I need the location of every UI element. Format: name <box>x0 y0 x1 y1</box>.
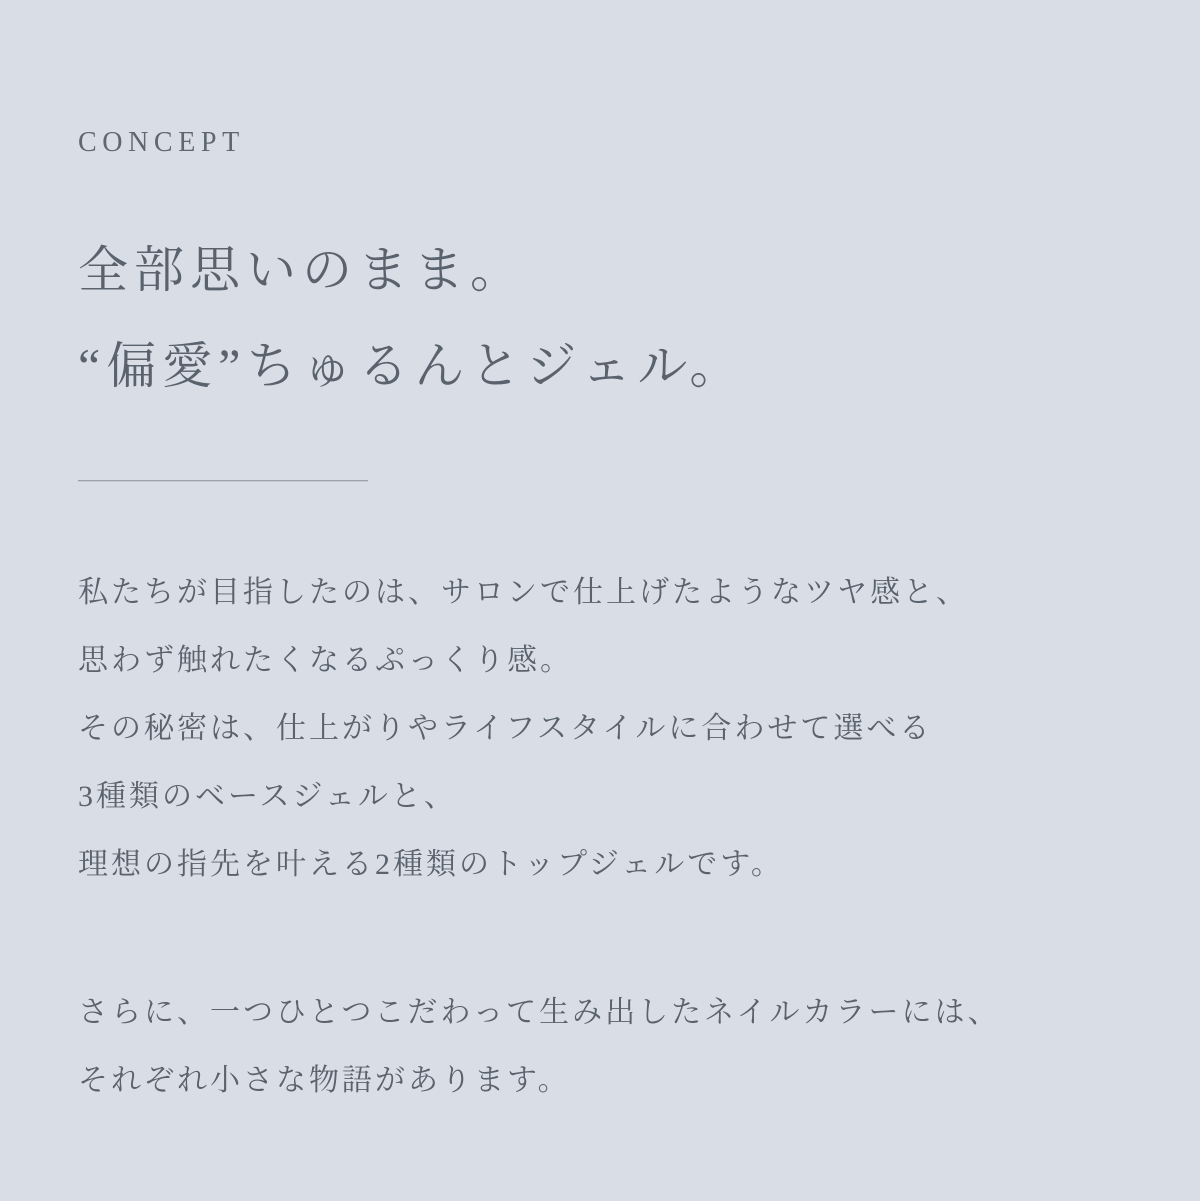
paragraph-line: その秘密は、仕上がりやライフスタイルに合わせて選べる <box>78 712 933 745</box>
concept-section <box>0 124 1200 1201</box>
heading-line-2: “偏愛”ちゅるんとジェル。 <box>78 338 746 394</box>
section-eyebrow-label: CONCEPT <box>78 127 245 158</box>
paragraph-line: 理想の指先を叶える2種類のトップジェルです。 <box>78 848 784 881</box>
concept-paragraph-1 <box>78 559 1140 899</box>
paragraph-line: 私たちが目指したのは、サロンで仕上げたようなツヤ感と、 <box>78 576 969 609</box>
paragraph-line: 3種類のベースジェルと、 <box>78 780 457 813</box>
paragraph-line: それぞれ小さな物語があります。 <box>78 1064 571 1097</box>
heading-divider-line <box>78 480 368 482</box>
paragraph-line: さらに、一つひとつこだわって生み出したネイルカラーには、 <box>78 996 1001 1029</box>
section-heading <box>78 222 1140 414</box>
heading-line-1: 全部思いのまま。 <box>78 242 526 298</box>
paragraph-line: 思わず触れたくなるぷっくり感。 <box>78 644 573 677</box>
concept-paragraph-2 <box>78 979 1140 1115</box>
